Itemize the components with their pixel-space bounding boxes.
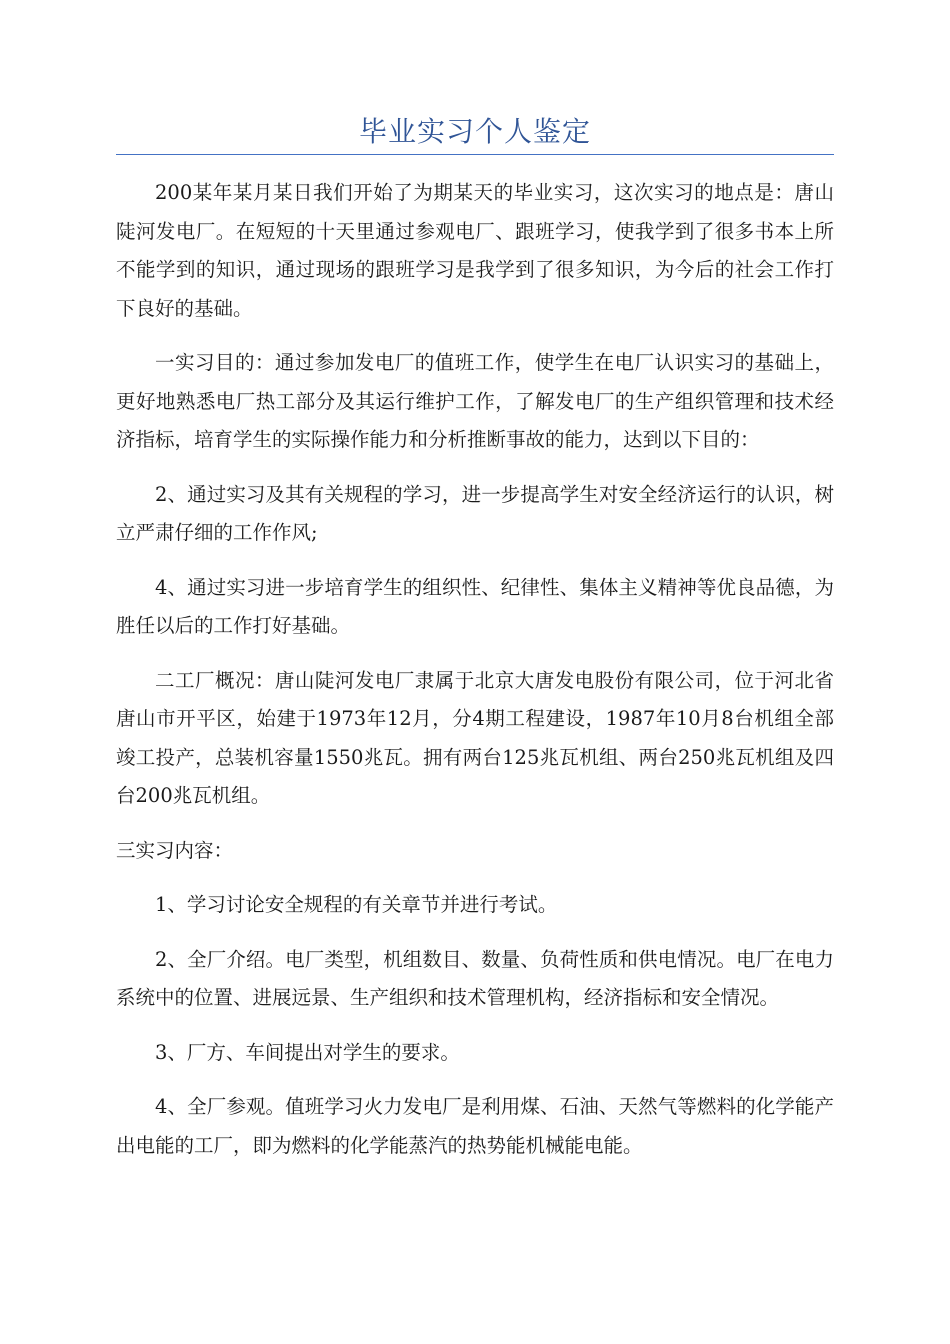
paragraph-content-item-4: 4、全厂参观。值班学习火力发电厂是利用煤、石油、天然气等燃料的化学能产出电能的工厂，即为燃料的化学能蒸汽的热势能机械能电能。 — [116, 1095, 834, 1157]
paragraph-intro: 200某年某月某日我们开始了为期某天的毕业实习，这次实习的地点是：唐山陡河发电厂。在短短的十天里通过参观电厂、跟班学习，使我学到了很多书本上所不能学到的知识，通过现场的跟班学习是我学到了很多知识，为今后的社会工作打下良好的基础。 — [116, 181, 834, 320]
title-underline — [116, 154, 834, 155]
document-body — [116, 174, 834, 1181]
paragraph-content-item-3: 3、厂方、车间提出对学生的要求。 — [155, 1040, 460, 1064]
paragraph-purpose-item-4: 4、通过实习进一步培育学生的组织性、纪律性、集体主义精神等优良品德，为胜任以后的工作打好基础。 — [116, 575, 834, 637]
section-heading-content: 三实习内容： — [116, 838, 234, 862]
paragraph-content-item-2: 2、全厂介绍。电厂类型，机组数目、数量、负荷性质和供电情况。电厂在电力系统中的位置、进展远景、生产组织和技术管理机构，经济指标和安全情况。 — [116, 947, 834, 1009]
document-title: 毕业实习个人鉴定 — [358, 115, 591, 148]
paragraph-content-item-1: 1、学习讨论安全规程的有关章节并进行考试。 — [155, 893, 558, 916]
paragraph-purpose: 一实习目的：通过参加发电厂的值班工作，使学生在电厂认识实习的基础上，更好地熟悉电厂热工部分及其运行维护工作，了解发电厂的生产组织管理和技术经济指标，培育学生的实际操作能力和分析推断事故的能力，达到以下目的： — [116, 351, 834, 451]
paragraph-purpose-item-2: 2、通过实习及其有关规程的学习，进一步提高学生对安全经济运行的认识，树立严肃仔细的工作作风; — [116, 482, 834, 544]
paragraph-factory-overview: 二工厂概况：唐山陡河发电厂隶属于北京大唐发电股份有限公司，位于河北省唐山市开平区，始建于1973年12月，分4期工程建设，1987年10月8台机组全部竣工投产，总装机容量1550兆瓦。拥有两台125兆瓦机组、两台250兆瓦机组及四台200兆瓦机组。 — [116, 668, 834, 807]
